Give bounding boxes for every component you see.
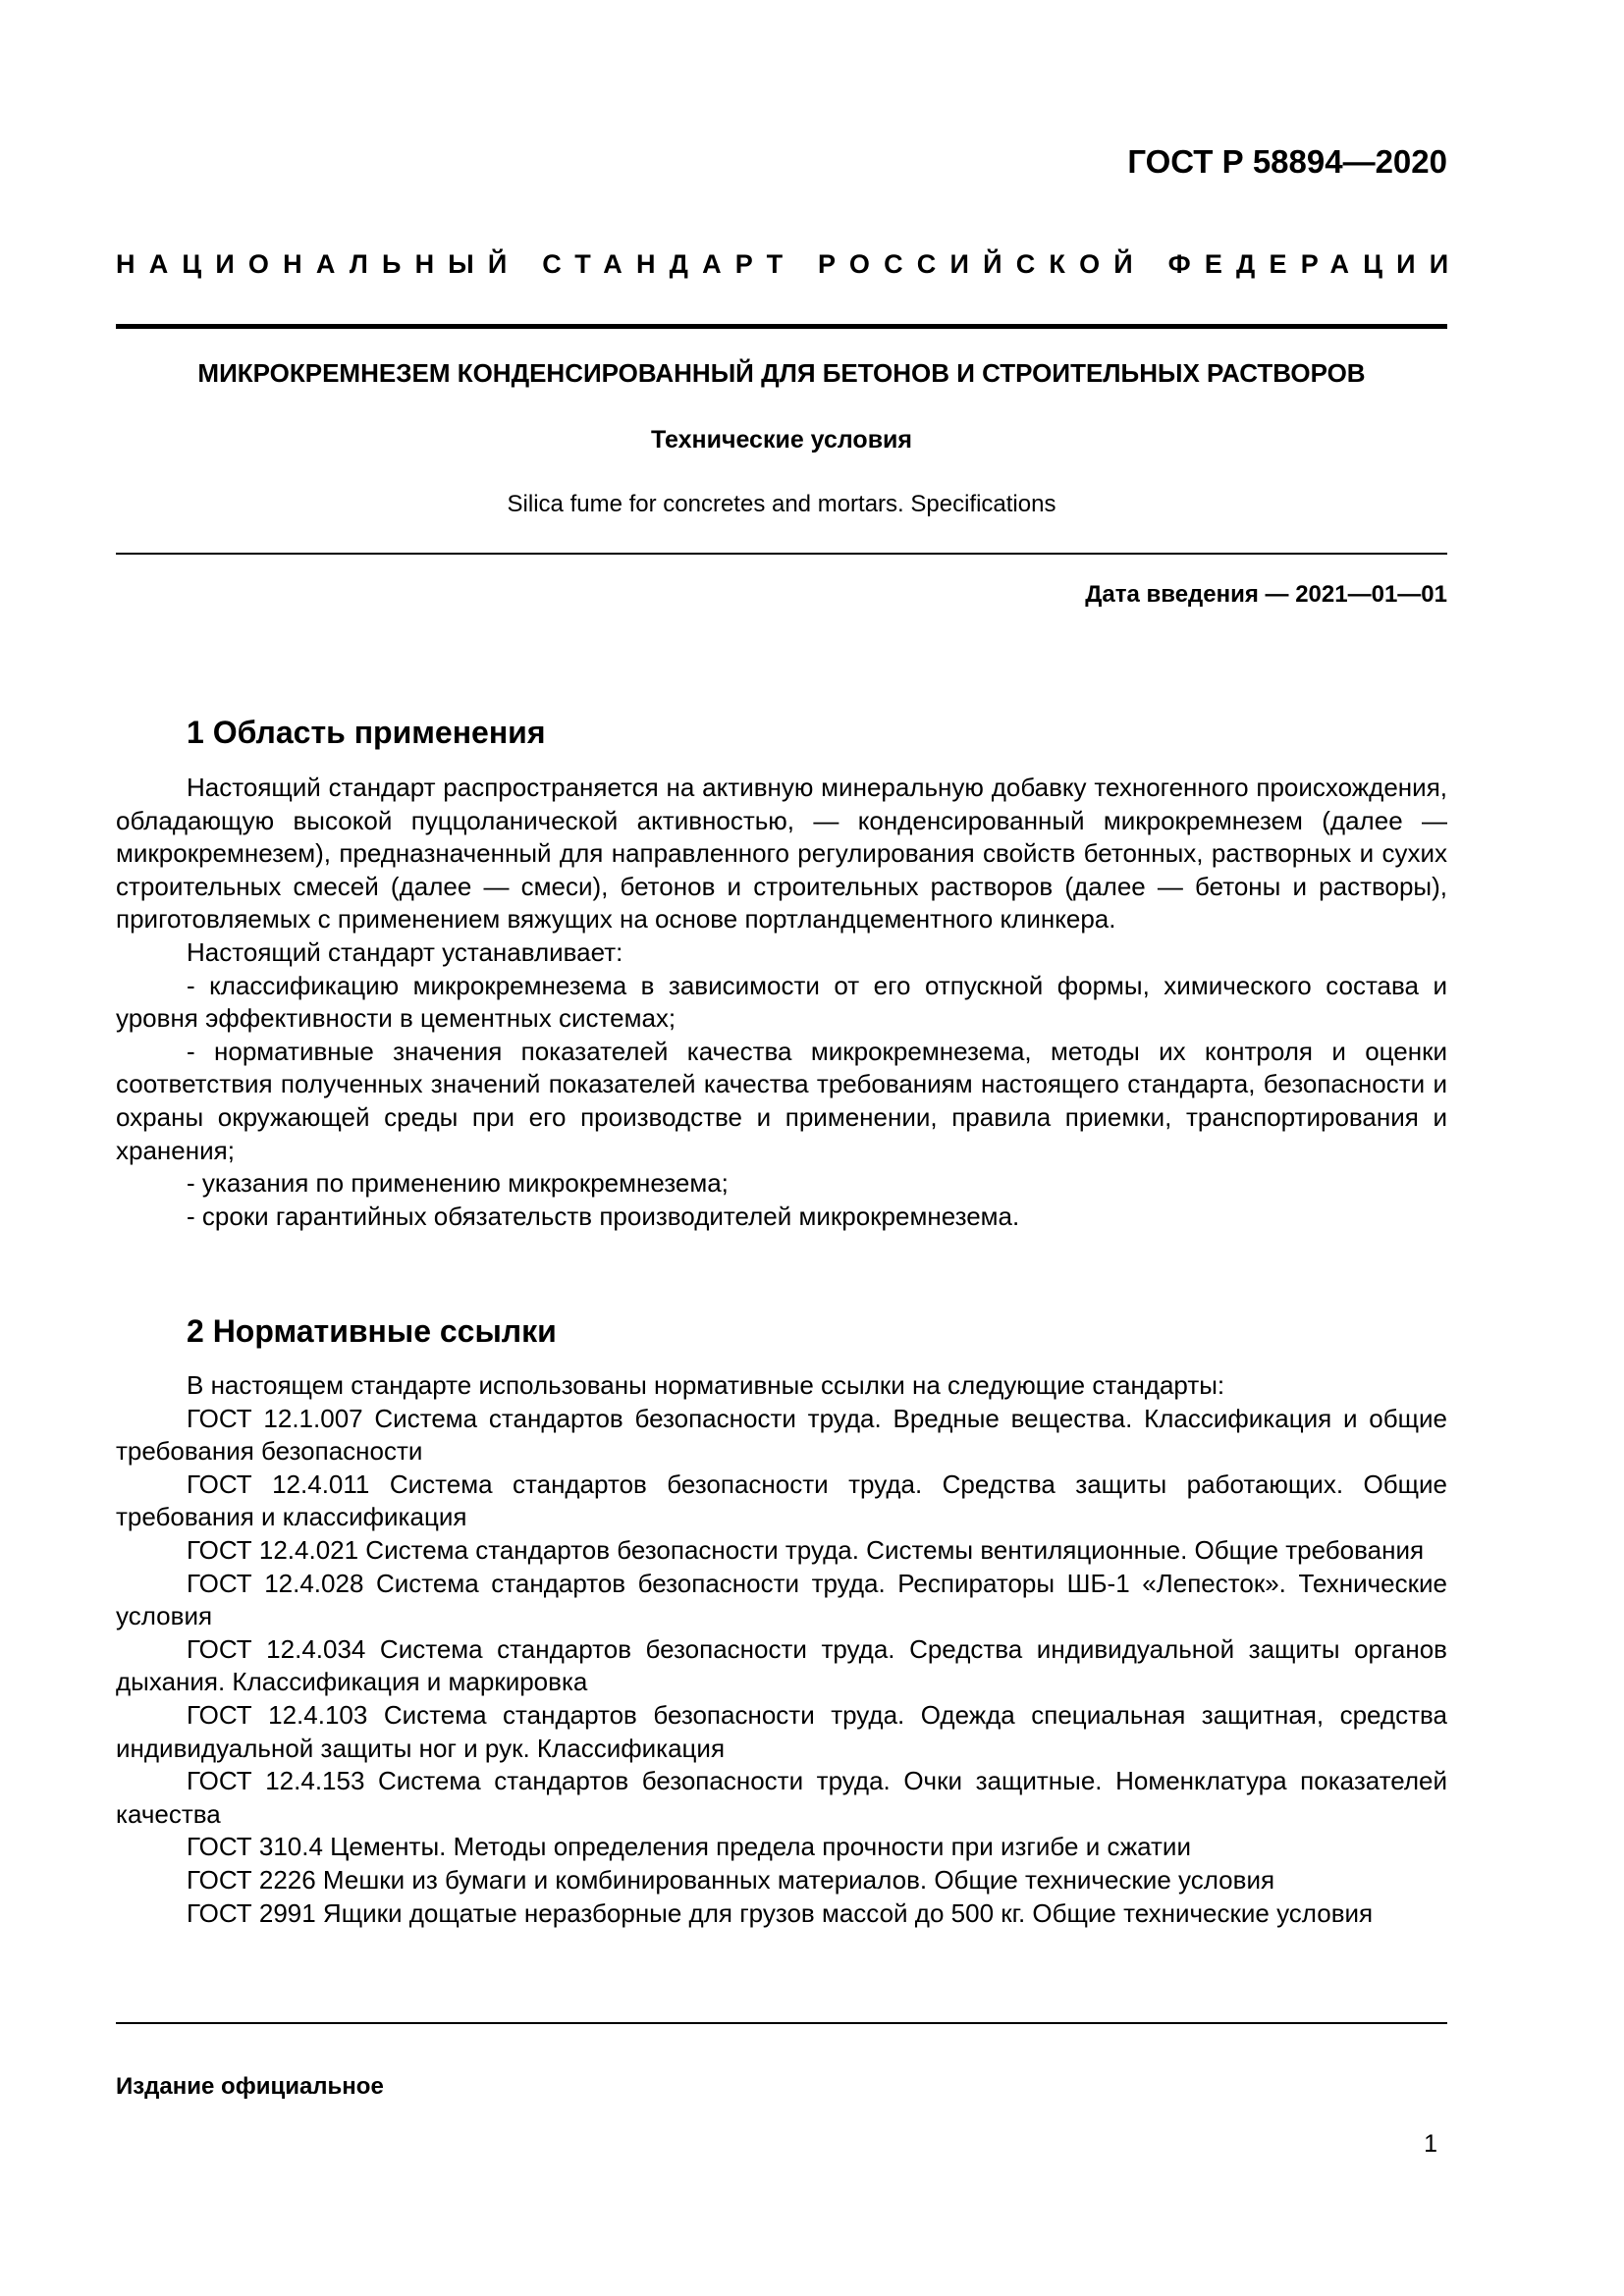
reference-item: ГОСТ 12.1.007 Система стандартов безопасности труда. Вредные вещества. Классификация и общие требования безопасности bbox=[116, 1403, 1447, 1467]
top-rule bbox=[116, 324, 1447, 329]
reference-item: ГОСТ 2226 Мешки из бумаги и комбинированных материалов. Общие технические условия bbox=[187, 1864, 1275, 1895]
english-title: Silica fume for concretes and mortars. Specifications bbox=[507, 491, 1056, 517]
section-1-paragraph: Настоящий стандарт распространяется на активную минеральную добавку техногенного происхождения, обладающую высокой пуццоланической активностью, — конденсированный микрокремнезем (далее — микрокремнезем), предназначенный для направленного регулирования свойств бетонных, растворных и сухих строительных смесей (далее — смеси), бетонов и строительных растворов (далее — бетоны и растворы), приготовляемых с применением вяжущих на основе портландцементного клинкера. bbox=[116, 773, 1447, 934]
reference-item: ГОСТ 2991 Ящики дощатые неразборные для грузов массой до 500 кг. Общие технические условия bbox=[187, 1897, 1374, 1928]
section-1-paragraph: Настоящий стандарт устанавливает: bbox=[187, 936, 623, 967]
section-1-body bbox=[116, 772, 1447, 1233]
section-1-bullet: - классификацию микрокремнезема в зависимости от его отпускной формы, химического состава и уровня эффективности в цементных системах; bbox=[116, 970, 1447, 1034]
section-2-body bbox=[116, 1369, 1447, 1930]
reference-item: ГОСТ 310.4 Цементы. Методы определения предела прочности при изгибе и сжатии bbox=[187, 1832, 1191, 1862]
section-1-bullet: - указания по применению микрокремнезема; bbox=[187, 1168, 729, 1199]
reference-item: ГОСТ 12.4.011 Система стандартов безопасности труда. Средства защиты работающих. Общие требования и классификация bbox=[116, 1468, 1447, 1532]
title-rule bbox=[116, 553, 1447, 555]
reference-item: ГОСТ 12.4.028 Система стандартов безопасности труда. Респираторы ШБ-1 «Лепесток». Технические условия bbox=[116, 1568, 1447, 1631]
footer-rule bbox=[116, 2022, 1447, 2024]
document-title: МИКРОКРЕМНЕЗЕМ КОНДЕНСИРОВАННЫЙ ДЛЯ БЕТОНОВ И СТРОИТЕЛЬНЫХ РАСТВОРОВ bbox=[197, 358, 1366, 388]
introduction-date: Дата введения — 2021—01—01 bbox=[1085, 581, 1447, 608]
document-subtitle: Технические условия bbox=[650, 426, 913, 454]
page-number: 1 bbox=[1424, 2130, 1437, 2158]
section-1-heading: 1 Область применения bbox=[187, 715, 546, 750]
section-2-heading: 2 Нормативные ссылки bbox=[187, 1313, 557, 1349]
official-edition-label: Издание официальное bbox=[116, 2073, 384, 2100]
reference-item: ГОСТ 12.4.153 Система стандартов безопасности труда. Очки защитные. Номенклатура показателей качества bbox=[116, 1766, 1447, 1829]
section-1-bullet: - нормативные значения показателей качества микрокремнезема, методы их контроля и оценки соответствия полученных значений показателей качества требованиям настоящего стандарта, безопасности и охраны окружающей среды при его производстве и применении, правила приемки, транспортирования и хранения; bbox=[116, 1036, 1447, 1165]
section-2-intro: В настоящем стандарте использованы нормативные ссылки на следующие стандарты: bbox=[187, 1370, 1225, 1400]
reference-item: ГОСТ 12.4.103 Система стандартов безопасности труда. Одежда специальная защитная, средства индивидуальной защиты ног и рук. Классификация bbox=[116, 1699, 1447, 1763]
section-1-bullet: - сроки гарантийных обязательств производителей микрокремнезема. bbox=[187, 1201, 1020, 1231]
reference-item: ГОСТ 12.4.034 Система стандартов безопасности труда. Средства индивидуальной защиты органов дыхания. Классификация и маркировка bbox=[116, 1633, 1447, 1697]
document-number: ГОСТ Р 58894—2020 bbox=[1127, 143, 1447, 180]
national-standard-heading: НАЦИОНАЛЬНЫЙ СТАНДАРТ РОССИЙСКОЙ ФЕДЕРАЦИИ bbox=[116, 249, 1463, 279]
reference-item: ГОСТ 12.4.021 Система стандартов безопасности труда. Системы вентиляционные. Общие требования bbox=[187, 1534, 1425, 1565]
